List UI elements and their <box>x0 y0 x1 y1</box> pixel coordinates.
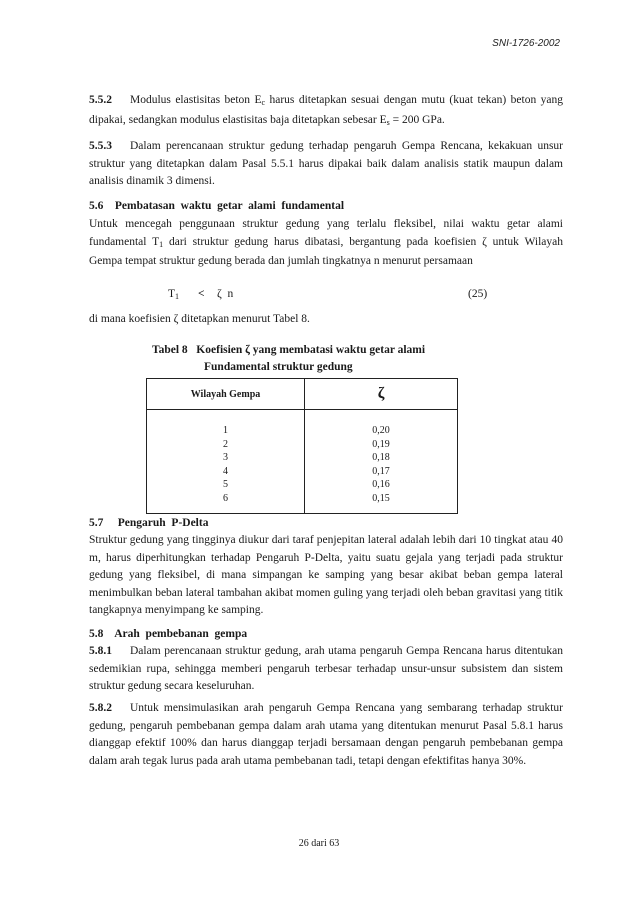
section-5-7-text: Struktur gedung yang tingginya diukur dari taraf penjepitan lateral adalah lebih dari 10 tingkat atau 40 m, harus diperhitungkan terhadap Pengaruh P-Delta, yaitu suatu gejala yang terjadi pada struktur gedung yang fleksibel, di mana simpangan ke samping yang besar akibat beban gempa lateral menimbulkan beban lateral tambahan akibat momen guling yang terjadi oleh beban gravitasi yang titik tangkapnya menyimpang ke samping. <box>89 534 563 616</box>
section-5-6-heading: 5.6 Pembatasan waktu getar alami fundamental <box>89 200 345 212</box>
section-5-5-2 <box>89 92 563 131</box>
section-number: 5.5.2 <box>89 94 112 106</box>
caption-line: Fundamental struktur gedung <box>204 361 353 373</box>
subscript: 1 <box>159 239 164 249</box>
paragraph-text: = 200 GPa. <box>389 113 445 126</box>
table-8 <box>146 378 458 514</box>
column-header-zeta: ζ <box>305 379 458 410</box>
subscript: c <box>261 98 266 107</box>
paragraph-text: Untuk mencegah penggunaan struktur gedung yang terlalu fleksibel, nilai waktu getar alami fundamental T <box>89 218 563 248</box>
table-8-caption <box>152 342 425 376</box>
page-number: 26 dari 63 <box>298 838 340 849</box>
equation-number: (25) <box>468 288 488 300</box>
section-5-8-heading: 5.8 Arah pembebanan gempa <box>89 628 248 640</box>
paragraph-text: Modulus elastisitas beton E <box>130 94 262 106</box>
section-5-6-text <box>89 216 563 271</box>
after-equation-text: di mana koefisien ζ ditetapkan menurut Tabel 8. <box>89 313 310 325</box>
subscript: s <box>386 117 390 127</box>
section-number: 5.5.3 <box>89 140 112 152</box>
section-number: 5.8.1 <box>89 645 112 657</box>
subscript: 1 <box>175 292 180 301</box>
column-header-wilayah: Wilayah Gempa <box>147 379 305 410</box>
equation-lhs <box>168 288 179 301</box>
equation-operator: < <box>198 288 205 300</box>
zeta-values: 0,20 0,19 0,18 0,17 0,16 0,15 <box>305 410 458 514</box>
document-code: SNI-1726-2002 <box>492 38 560 49</box>
equation-symbol: T <box>168 288 176 300</box>
paragraph-text: harus ditetapkan sesuai dengan mutu (kuat tekan) beton yang dipakai, sedangkan modulus elastisitas baja ditetapkan sebesar E <box>89 94 564 126</box>
caption-line: Tabel 8 Koefisien ζ yang membatasi waktu getar alami <box>152 344 426 356</box>
section-5-8-2 <box>89 700 563 770</box>
paragraph-text: Untuk mensimulasikan arah pengaruh Gempa Rencana yang sembarang terhadap struktur gedung, pengaruh pembebanan gempa dalam arah utama yang ditentukan menurut Pasal 5.8.1 harus dianggap efektif 100% dan harus dianggap terjadi bersamaan dengan pengaruh pembebanan gempa dalam arah tegak lurus pada arah utama pembebanan tadi, tetapi dengan efektifitas hanya 30%. <box>89 702 563 767</box>
equation-rhs: ζ n <box>217 288 234 300</box>
wilayah-values: 1 2 3 4 5 6 <box>147 410 305 514</box>
paragraph-text: Dalam perencanaan struktur gedung, arah utama pengaruh Gempa Rencana harus ditentukan sedemikian rupa, sehingga memberi pengaruh terbesar terhadap unsur-unsur subsistem dan sistem struktur gedung secara keseluruhan. <box>89 645 563 692</box>
section-number: 5.8.2 <box>89 702 112 714</box>
section-5-5-3 <box>89 138 563 191</box>
paragraph-text: dari struktur gedung harus dibatasi, bergantung pada koefisien ζ untuk Wilayah Gempa tempat struktur gedung berada dan jumlah tingkatnya n menurut persamaan <box>89 235 563 267</box>
table-row <box>147 410 458 514</box>
section-5-7-heading: 5.7 Pengaruh P-Delta <box>89 517 209 529</box>
table-header-row <box>147 379 458 410</box>
section-5-8-1 <box>89 643 563 696</box>
paragraph-text: Dalam perencanaan struktur gedung terhadap pengaruh Gempa Rencana, kekakuan unsur struktur yang ditetapkan dalam Pasal 5.5.1 harus dipakai baik dalam analisis statik maupun dalam analisis dinamik 3 dimensi. <box>89 140 563 187</box>
